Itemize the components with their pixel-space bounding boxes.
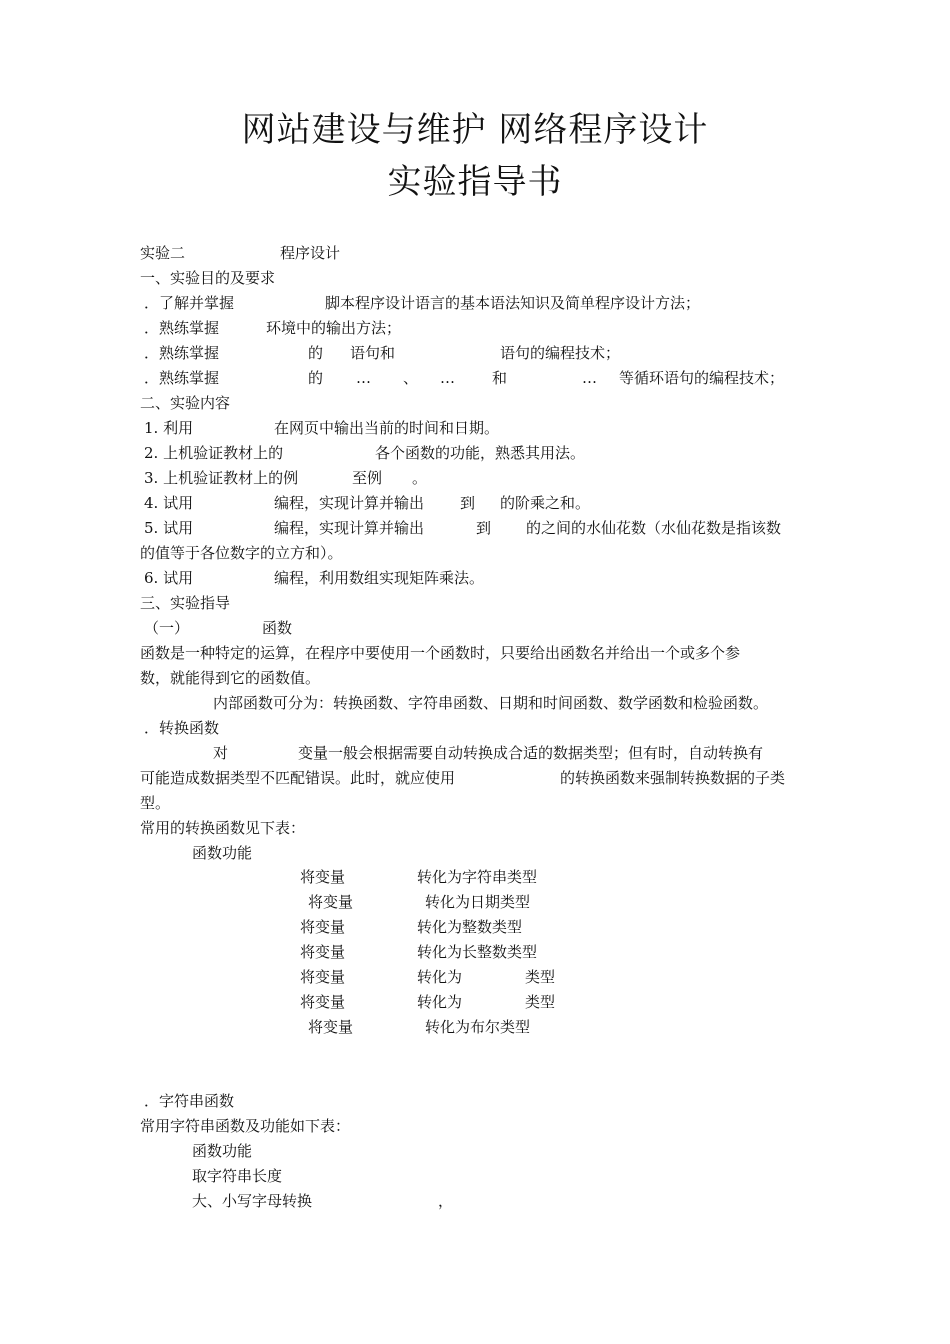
text-segment: 的转换函数来强制转换数据的子类 — [560, 769, 786, 787]
text-segment: … — [440, 369, 455, 387]
text-segment: ．熟练掌握 — [144, 369, 220, 387]
text-segment: 的值等于各位数字的立方和）。 — [140, 544, 343, 562]
text-segment: 的 — [308, 369, 324, 387]
text-segment: 转化为布尔类型 — [425, 1018, 531, 1036]
text-segment: 常用字符串函数及功能如下表： — [140, 1117, 351, 1135]
text-segment: ， — [438, 1192, 454, 1210]
text-segment: 类型 — [525, 968, 556, 986]
text-segment: 取字符串长度 — [192, 1167, 283, 1185]
text-segment: 大、小写字母转换 — [192, 1192, 313, 1210]
text-segment: 5. 试用 — [144, 519, 194, 537]
text-segment: ．字符串函数 — [144, 1092, 235, 1110]
text-segment: 可能造成数据类型不匹配错误。此时，就应使用 — [140, 769, 456, 787]
text-segment: 编程，实现计算并输出 — [274, 494, 425, 512]
text-segment: 一、实验目的及要求 — [140, 269, 276, 287]
text-segment: 类型 — [525, 993, 556, 1011]
text-segment: 函数功能 — [192, 1142, 253, 1160]
text-segment: 将变量 — [300, 943, 346, 961]
text-segment: … — [356, 369, 371, 387]
text-segment: 、 — [403, 369, 419, 387]
text-segment: 转化为日期类型 — [425, 893, 531, 911]
text-segment: 常用的转换函数见下表： — [140, 819, 306, 837]
text-segment: 各个函数的功能，熟悉其用法。 — [375, 444, 586, 462]
text-segment: 的阶乘之和。 — [500, 494, 591, 512]
text-segment: 2. 上机验证教材上的 — [144, 444, 284, 462]
text-segment: 将变量 — [308, 1018, 354, 1036]
text-segment: 转化为 — [417, 968, 463, 986]
text-segment: 转化为整数类型 — [417, 918, 523, 936]
text-segment: 的 — [308, 344, 324, 362]
text-segment: ．熟练掌握 — [144, 319, 220, 337]
text-segment: 变量一般会根据需要自动转换成合适的数据类型；但有时，自动转换有 — [298, 744, 764, 762]
text-segment: 语句的编程技术； — [500, 344, 621, 362]
text-segment: ．了解并掌握 — [144, 294, 235, 312]
text-segment: 转化为字符串类型 — [417, 868, 538, 886]
text-segment: 转化为 — [417, 993, 463, 1011]
text-segment: 等循环语句的编程技术； — [619, 369, 785, 387]
text-segment: 编程，实现计算并输出 — [274, 519, 425, 537]
text-segment: 内部函数可分为：转换函数、字符串函数、日期和时间函数、数学函数和检验函数。 — [213, 694, 769, 712]
text-segment: 函数 — [262, 619, 293, 637]
text-segment: 的之间的水仙花数（水仙花数是指该数 — [526, 519, 782, 537]
text-segment: 对 — [213, 744, 229, 762]
text-segment: 将变量 — [300, 918, 346, 936]
text-segment: 语句和 — [350, 344, 396, 362]
text-segment: 函数是一种特定的运算，在程序中要使用一个函数时，只要给出函数名并给出一个或多个参 — [140, 644, 741, 662]
text-segment: … — [582, 369, 597, 387]
document-title-line2: 实验指导书 — [387, 162, 563, 202]
text-segment: 到 — [460, 494, 476, 512]
text-segment: 三、实验指导 — [140, 594, 231, 612]
text-segment: 1. 利用 — [144, 419, 194, 437]
text-segment: 二、实验内容 — [140, 394, 231, 412]
document-title-line1: 网站建设与维护 网络程序设计 — [241, 110, 709, 150]
text-segment: 将变量 — [300, 993, 346, 1011]
text-segment: 转化为长整数类型 — [417, 943, 538, 961]
text-segment: （一） — [144, 619, 190, 637]
text-segment: ．转换函数 — [144, 719, 220, 737]
text-segment: 将变量 — [300, 968, 346, 986]
text-segment: 函数功能 — [192, 844, 253, 862]
text-segment: 程序设计 — [280, 244, 341, 262]
text-segment: 型。 — [140, 794, 171, 812]
text-segment: 脚本程序设计语言的基本语法知识及简单程序设计方法； — [325, 294, 701, 312]
text-segment: 和 — [492, 369, 508, 387]
text-segment: 在网页中输出当前的时间和日期。 — [274, 419, 500, 437]
text-segment: 环境中的输出方法； — [266, 319, 402, 337]
text-segment: 数，就能得到它的函数值。 — [140, 669, 321, 687]
text-segment: 至例 — [352, 469, 383, 487]
text-segment: 将变量 — [300, 868, 346, 886]
text-segment: 4. 试用 — [144, 494, 194, 512]
text-segment: ．熟练掌握 — [144, 344, 220, 362]
text-segment: 。 — [412, 469, 428, 487]
text-segment: 6. 试用 — [144, 569, 194, 587]
text-segment: 3. 上机验证教材上的例 — [144, 469, 299, 487]
text-segment: 编程，利用数组实现矩阵乘法。 — [274, 569, 485, 587]
text-segment: 到 — [476, 519, 492, 537]
text-segment: 实验二 — [140, 244, 186, 262]
text-segment: 将变量 — [308, 893, 354, 911]
